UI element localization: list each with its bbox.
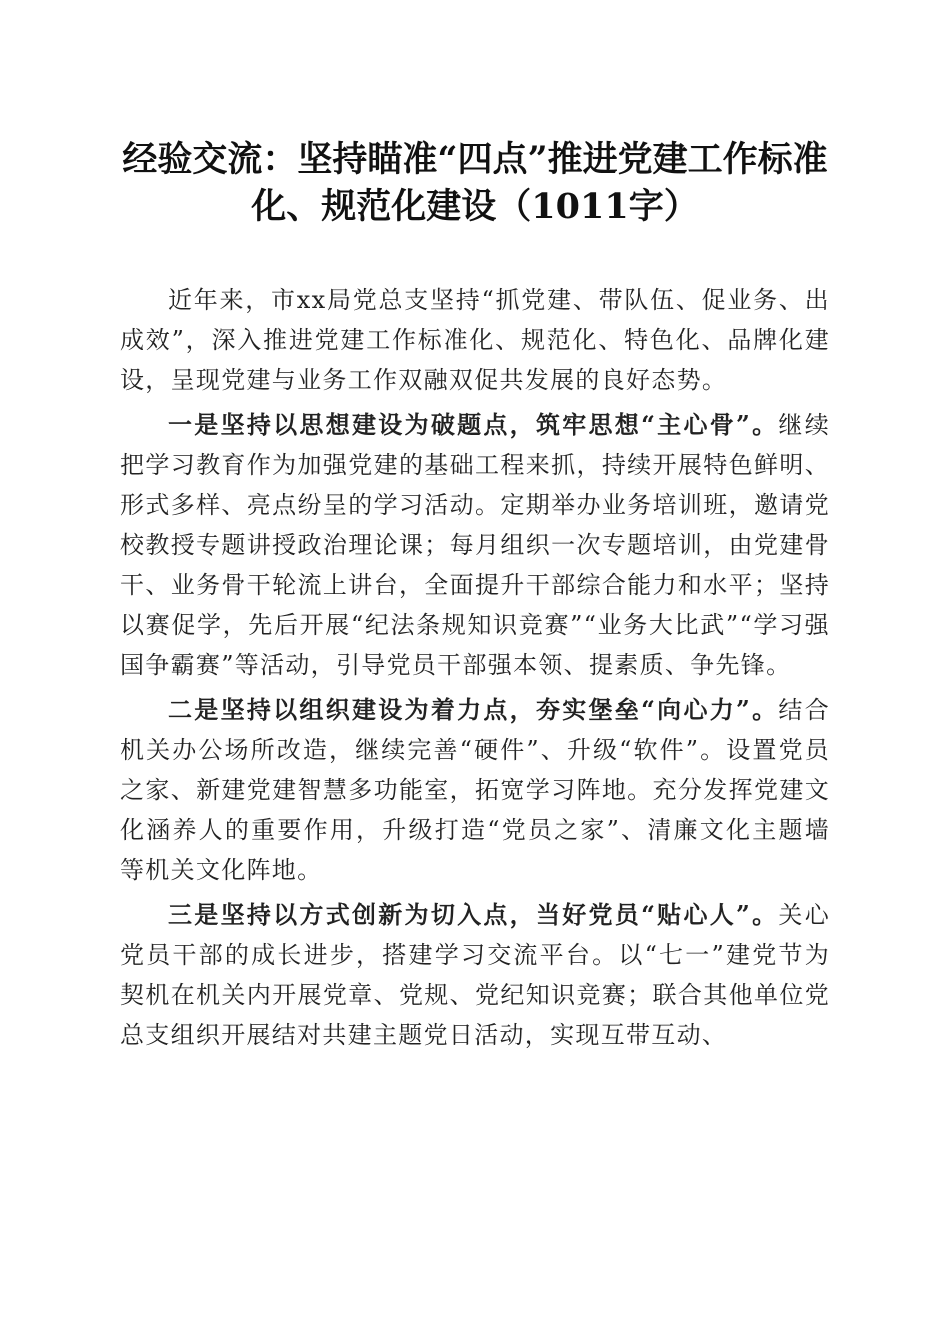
paragraph-text: 关心党员干部的成长进步，搭建学习交流平台。以“七一”建党节为契机在机关内开展党章、党规、党纪知识竞赛；联合其他单位党总支组织开展结对共建主题党日活动，实现互带互动、 <box>120 901 830 1049</box>
paragraph-lead: 三是坚持以方式创新为切入点，当好党员“贴心人”。 <box>168 900 779 929</box>
paragraph-point-three <box>120 895 830 1055</box>
paragraph-lead: 二是坚持以组织建设为着力点，夯实堡垒“向心力”。 <box>168 695 779 724</box>
paragraph-intro <box>120 280 830 400</box>
paragraph-lead: 一是坚持以思想建设为破题点，筑牢思想“主心骨”。 <box>168 410 779 439</box>
paragraph-point-one <box>120 405 830 685</box>
paragraph-text: 近年来，市xx局党总支坚持“抓党建、带队伍、促业务、出成效”，深入推进党建工作标准化、规范化、特色化、品牌化建设，呈现党建与业务工作双融双促共发展的良好态势。 <box>120 286 830 394</box>
document-body <box>120 280 830 1060</box>
paragraph-point-two <box>120 690 830 890</box>
document-title: 经验交流：坚持瞄准“四点”推进党建工作标准化、规范化建设（1011字） <box>122 139 828 227</box>
paragraph-text: 继续把学习教育作为加强党建的基础工程来抓，持续开展特色鲜明、形式多样、亮点纷呈的学习活动。定期举办业务培训班，邀请党校教授专题讲授政治理论课；每月组织一次专题培训，由党建骨干、业务骨干轮流上讲台，全面提升干部综合能力和水平；坚持以赛促学，先后开展“纪法条规知识竞赛”“业务大比武”“学习强国争霸赛”等活动，引导党员干部强本领、提素质、争先锋。 <box>120 411 830 679</box>
paragraph-text: 结合机关办公场所改造，继续完善“硬件”、升级“软件”。设置党员之家、新建党建智慧多功能室，拓宽学习阵地。充分发挥党建文化涵养人的重要作用，升级打造“党员之家”、清廉文化主题墙等机关文化阵地。 <box>120 696 830 884</box>
